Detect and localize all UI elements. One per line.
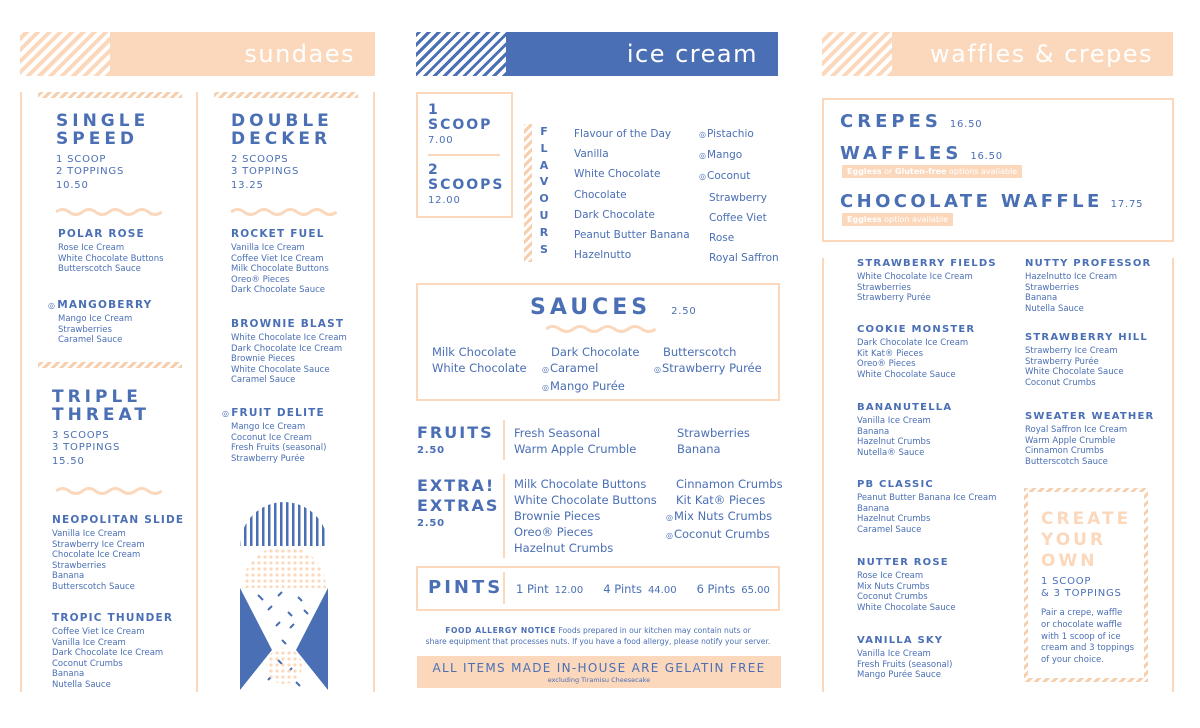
triple-price: 15.50 — [52, 456, 85, 467]
sundaes-header — [20, 32, 375, 76]
mangoberry — [48, 299, 152, 346]
fruit-item: Banana — [677, 442, 721, 456]
ingredient: White Chocolate Buttons — [58, 253, 164, 264]
allergy-text: share equipment that processes nuts. If you have a food allergy, please notify your server. — [425, 636, 771, 646]
flavour-item: White Chocolate — [574, 168, 661, 181]
item-title: VANILLA SKY — [857, 635, 944, 646]
choc-waffle-row — [840, 193, 1143, 211]
cyo-scoop: 1 SCOOP — [1041, 576, 1092, 587]
item-title: NUTTY PROFESSOR — [1025, 258, 1152, 269]
double-price: 13.25 — [231, 180, 264, 191]
badge-text: Eggless — [847, 167, 882, 176]
hatch-divider — [214, 92, 358, 98]
ingredient: Vanilla Ice Cream — [231, 243, 305, 253]
pint-price: 65.00 — [741, 585, 770, 596]
cyo-desc: with 1 scoop of ice — [1041, 631, 1121, 642]
ingredient: Hazelnut Crumbs — [857, 437, 931, 448]
item-title: COOKIE MONSTER — [857, 324, 976, 335]
ingredient: Dark Chocolate Ice Cream — [857, 338, 969, 348]
fruits-price: 2.50 — [417, 445, 445, 456]
cyo-desc: Pair a crepe, waffle — [1041, 608, 1123, 618]
pint-label: 6 Pints — [696, 582, 736, 596]
ingredient: Vanilla Ice Cream — [857, 416, 931, 426]
choc-waffle-title: CHOCOLATE WAFFLE — [840, 191, 1103, 212]
ingredient: Strawberry Purée — [1025, 356, 1099, 367]
ingredient: Fresh Fruits (seasonal) — [857, 659, 953, 670]
flavour-item: Vanilla — [574, 148, 609, 161]
flavour-item: Royal Saffron — [709, 252, 779, 265]
flavour-item: Dark Chocolate — [574, 208, 655, 221]
one-scoop-price: 7.00 — [428, 135, 454, 146]
pint-price: 44.00 — [647, 585, 677, 596]
stripe-decoration — [416, 32, 506, 76]
item-title: SWEATER WEATHER — [1025, 411, 1155, 422]
sauce-list-1 — [432, 344, 527, 376]
bananutella — [857, 402, 952, 458]
pint-label: 1 Pint — [516, 582, 549, 596]
ingredient: White Chocolate Ice Cream — [231, 333, 347, 343]
divider — [428, 154, 500, 156]
divider — [503, 474, 505, 558]
crepes-title: CREPES — [840, 111, 942, 132]
ingredient: Hazelnut Crumbs — [857, 514, 931, 525]
ingredient: Mango Ice Cream — [231, 422, 306, 432]
tropic-thunder — [52, 612, 173, 691]
item-title: STRAWBERRY FIELDS — [857, 258, 997, 269]
ingredient: Coconut Crumbs — [1025, 377, 1096, 388]
ingredient: Coffee Viet Ice Cream — [231, 253, 324, 264]
ingredient: White Chocolate Sauce — [231, 364, 330, 375]
sauces-price: 2.50 — [671, 306, 697, 317]
cyo-title-3: OWN — [1041, 551, 1098, 571]
ingredient: Banana — [857, 426, 890, 437]
ingredient: Butterscotch Sauce — [1025, 456, 1108, 467]
ingredient: Banana — [1025, 293, 1058, 304]
double-toppings: 3 TOPPINGS — [231, 166, 300, 177]
pints-title: PINTS — [428, 577, 504, 598]
two-scoops — [428, 163, 505, 207]
fruit-list-1 — [514, 425, 636, 457]
extras-list-2 — [666, 476, 783, 544]
fruit-item: Warm Apple Crumble — [514, 442, 637, 456]
sauces-heading — [530, 296, 697, 320]
ingredient: Coffee Viet Ice Cream — [52, 627, 145, 637]
item-title: STRAWBERRY HILL — [1025, 332, 1148, 343]
extra-item: ◎ Mix Nuts Crumbs — [666, 508, 783, 526]
flavour-list-2 — [699, 124, 779, 268]
extra-item: Cinnamon Crumbs — [676, 477, 783, 491]
nutty-professor — [1025, 258, 1151, 314]
vanilla-sky — [857, 635, 952, 681]
fruits-title: FRUITS — [417, 423, 494, 442]
ingredient: Nutella Sauce — [52, 679, 111, 690]
sauce-list-3 — [654, 344, 762, 378]
extra-item: Kit Kat® Pieces — [676, 493, 766, 507]
waffles-title: waffles & crepes — [892, 32, 1173, 76]
divider — [503, 420, 505, 460]
flavours-letter: V — [539, 175, 551, 189]
item-title: TROPIC THUNDER — [52, 612, 174, 624]
ingredient: Butterscotch Sauce — [58, 264, 141, 275]
ingredient: Dark Chocolate Sauce — [231, 285, 325, 296]
double-scoops: 2 SCOOPS — [231, 154, 289, 165]
ingredient: Peanut Butter Banana Ice Cream — [857, 493, 997, 503]
divider — [822, 258, 824, 692]
ingredient: Strawberries — [857, 282, 911, 293]
two-scoops-price: 12.00 — [428, 195, 461, 206]
ingredient: Vanilla Ice Cream — [52, 529, 126, 539]
flavour-item: Flavour of the Day — [574, 128, 672, 140]
flavour-item: Chocolate — [574, 188, 627, 201]
ingredient: Strawberry Purée — [231, 453, 305, 464]
wave-divider — [56, 207, 162, 217]
wave-divider — [231, 207, 337, 217]
ingredient: Strawberries — [58, 324, 112, 335]
cyo-title-2: YOUR — [1041, 530, 1107, 550]
create-your-own — [1041, 509, 1134, 667]
sauce-item: White Chocolate — [432, 361, 527, 375]
extra-item: White Chocolate Buttons — [514, 493, 657, 507]
extra-item: Oreo® Pieces — [514, 525, 594, 539]
gelatin-banner — [417, 656, 781, 688]
banner-text: ALL ITEMS MADE IN-HOUSE ARE GELATIN FREE — [432, 661, 766, 675]
cyo-desc: or chocolate waffle — [1041, 619, 1122, 630]
extras-list-1 — [514, 476, 657, 556]
one-scoop — [428, 103, 492, 147]
sauce-item: ◎ Caramel — [542, 360, 640, 378]
single-scoops: 1 SCOOP — [56, 154, 107, 165]
polar-rose — [58, 228, 164, 275]
wave-divider — [56, 486, 162, 496]
extras-title-2: EXTRAS — [417, 496, 500, 515]
two-scoops-num: 2 — [428, 162, 440, 178]
ingredient: Coconut Crumbs — [52, 658, 123, 669]
flavour-item: ◎ Coconut — [699, 166, 779, 187]
sundae-illustration — [238, 500, 330, 690]
ingredient: Brownie Pieces — [231, 354, 295, 365]
sauce-item: Milk Chocolate — [432, 345, 517, 359]
ingredient: Chocolate Ice Cream — [52, 550, 141, 561]
ingredient: Banana — [52, 669, 85, 680]
rocket-fuel — [231, 228, 329, 296]
ingredient: Coconut Crumbs — [857, 592, 928, 603]
hatch-divider — [38, 362, 182, 368]
ingredient: Royal Saffron Ice Cream — [1025, 425, 1128, 435]
ingredient: Oreo® Pieces — [231, 274, 290, 285]
triple-scoops: 3 SCOOPS — [52, 430, 110, 441]
banner-subtext: excluding Tiramisu Cheesecake — [547, 676, 651, 684]
extra-item: Hazelnut Crumbs — [514, 541, 614, 555]
double-title-2: DECKER — [231, 129, 332, 149]
divider — [1172, 258, 1174, 692]
ingredient: Coconut Ice Cream — [231, 432, 312, 443]
ingredient: Banana — [857, 503, 890, 514]
strawberry-hill — [1025, 332, 1148, 388]
single-toppings: 2 TOPPINGS — [56, 166, 125, 177]
two-scoops-label: SCOOPS — [428, 177, 505, 193]
crepes-price: 16.50 — [949, 119, 983, 130]
flavours-letter: L — [540, 141, 550, 155]
waffles-title: WAFFLES — [840, 143, 963, 164]
item-title: ◎ FRUIT DELITE — [222, 407, 326, 419]
sweater-weather — [1025, 411, 1154, 467]
single-title-2: SPEED — [56, 129, 139, 149]
badge-text: Eggless — [847, 215, 882, 224]
waffles-header — [822, 32, 1173, 76]
ingredient: Dark Chocolate Ice Cream — [52, 648, 164, 659]
strawberry-fields — [857, 258, 997, 304]
flavours-letter: O — [539, 192, 551, 206]
triple-title-1: TRIPLE — [52, 387, 142, 407]
waffles-price: 16.50 — [970, 151, 1003, 162]
flavour-item: ◎ Pistachio — [699, 124, 779, 145]
extras-heading — [417, 477, 499, 530]
one-scoop-num: 1 — [428, 102, 440, 118]
cyo-toppings: & 3 TOPPINGS — [1041, 588, 1122, 599]
ingredient: Banana — [52, 571, 85, 582]
item-title: PB CLASSIC — [857, 479, 934, 490]
ingredient: Strawberry Ice Cream — [52, 539, 145, 550]
ingredient: Rose Ice Cream — [857, 571, 924, 581]
neopolitan-slide — [52, 514, 184, 593]
ingredient: Nutella Sauce — [1025, 303, 1084, 314]
triple-threat — [52, 388, 150, 468]
badge-text: Gluten-free — [894, 167, 947, 176]
icecream-header — [416, 32, 778, 76]
flavour-item: Peanut Butter Banana — [574, 229, 690, 242]
ingredient: Milk Chocolate Buttons — [231, 264, 329, 275]
extras-title-1: EXTRA! — [417, 476, 496, 495]
cookie-monster — [857, 324, 975, 380]
flavours-letter: S — [540, 242, 550, 256]
ingredient: Warm Apple Crumble — [1025, 435, 1116, 446]
ingredient: Kit Kat® Pieces — [857, 348, 923, 359]
extra-item: Brownie Pieces — [514, 509, 601, 523]
fruit-list-2 — [677, 425, 750, 457]
item-title: NUTTER ROSE — [857, 557, 949, 568]
fruit-item: Strawberries — [677, 426, 750, 440]
wave-divider — [546, 324, 656, 334]
allergy-title: FOOD ALLERGY NOTICE — [445, 626, 557, 635]
item-title: BROWNIE BLAST — [231, 318, 345, 330]
divider — [373, 92, 375, 692]
flavours-letter: U — [539, 208, 551, 222]
ingredient: Strawberries — [1025, 282, 1079, 293]
hatch-divider — [38, 92, 182, 98]
cyo-desc: of your choice. — [1041, 655, 1104, 666]
fruits-heading — [417, 424, 494, 457]
ingredient: Oreo® Pieces — [857, 359, 916, 370]
ingredient: Nutella® Sauce — [857, 447, 925, 458]
divider — [503, 572, 505, 604]
icecream-title: ice cream — [506, 32, 778, 76]
allergy-notice — [416, 626, 780, 647]
extra-item: Milk Chocolate Buttons — [514, 477, 647, 491]
divider — [20, 92, 22, 692]
item-title: BANANUTELLA — [857, 402, 953, 413]
choc-waffle-price: 17.75 — [1110, 199, 1144, 210]
item-title: NEOPOLITAN SLIDE — [52, 514, 185, 526]
sauce-item: Butterscotch — [663, 345, 737, 359]
pint-label: 4 Pints — [603, 582, 642, 596]
ingredient: Butterscotch Sauce — [52, 581, 135, 592]
divider — [196, 92, 198, 692]
sauces-title: SAUCES — [530, 295, 652, 320]
sundaes-title: sundaes — [110, 32, 375, 76]
stripe-decoration — [822, 32, 892, 76]
fruit-item: Fresh Seasonal — [514, 426, 601, 440]
ingredient: White Chocolate Sauce — [857, 602, 956, 613]
sauce-list-2 — [542, 344, 640, 396]
single-price: 10.50 — [56, 180, 89, 191]
fruit-delite — [222, 407, 326, 464]
ingredient: Strawberry Ice Cream — [1025, 346, 1118, 356]
allergy-text: Foods prepared in our kitchen may contain nuts or — [558, 626, 751, 635]
ingredient: White Chocolate Ice Cream — [857, 272, 973, 282]
ingredient: Dark Chocolate Ice Cream — [231, 343, 343, 354]
ingredient: Cinnamon Crumbs — [1025, 446, 1104, 457]
pb-classic — [857, 479, 996, 535]
one-scoop-label: SCOOP — [428, 117, 493, 133]
double-title-1: DOUBLE — [231, 111, 333, 131]
item-title: ◎ MANGOBERRY — [48, 299, 152, 311]
stripe-decoration — [20, 32, 110, 76]
flavour-item: ◎ Mango — [699, 145, 779, 166]
ingredient: Caramel Sauce — [231, 375, 296, 386]
flavour-item: Hazelnutto — [574, 249, 632, 262]
ingredient: Mango Purée Sauce — [857, 670, 941, 681]
sauce-item: ◎ Mango Purée — [542, 378, 640, 396]
cyo-desc: cream and 3 toppings — [1041, 643, 1135, 654]
ingredient: Strawberry Purée — [857, 293, 931, 304]
flavour-item: Coffee Viet — [709, 211, 767, 224]
waffles-options-badge — [842, 165, 1022, 178]
ingredient: Mix Nuts Crumbs — [857, 581, 930, 592]
ingredient: White Chocolate Sauce — [1025, 367, 1124, 378]
triple-title-2: THREAT — [52, 405, 150, 425]
ingredient: Vanilla Ice Cream — [52, 637, 126, 648]
brownie-blast — [231, 318, 347, 386]
flavours-label — [539, 124, 551, 258]
extra-item: ◎ Coconut Crumbs — [666, 526, 783, 544]
flavours-letter: A — [539, 158, 551, 172]
extras-price: 2.50 — [417, 518, 445, 529]
ingredient: Vanilla Ice Cream — [857, 649, 931, 659]
double-decker — [231, 112, 333, 192]
sauce-item: ◎ Strawberry Purée — [654, 360, 762, 378]
badge-text: option available — [881, 215, 949, 224]
flavours-letter: R — [539, 225, 551, 239]
pint-price: 12.00 — [554, 585, 584, 596]
ingredient: White Chocolate Sauce — [857, 369, 956, 380]
hatch-divider — [524, 124, 532, 262]
choc-options-badge — [842, 213, 953, 226]
waffles-row — [840, 145, 1003, 163]
crepes-row — [840, 113, 982, 131]
single-title-1: SINGLE — [56, 111, 150, 131]
ingredient: Strawberries — [52, 560, 106, 571]
item-title: ROCKET FUEL — [231, 228, 325, 240]
sauce-item: Dark Chocolate — [551, 345, 640, 359]
ingredient: Rose Ice Cream — [58, 243, 125, 253]
cyo-title-1: CREATE — [1041, 509, 1132, 529]
item-title: POLAR ROSE — [58, 228, 145, 240]
flavour-list-1 — [574, 124, 690, 265]
flavour-item: Rose — [709, 232, 735, 245]
badge-text: or — [881, 167, 895, 176]
ingredient: Caramel Sauce — [857, 524, 922, 535]
flavours-letter: F — [540, 125, 550, 138]
ingredient: Caramel Sauce — [58, 335, 123, 346]
badge-text: options available — [946, 167, 1018, 176]
single-speed — [56, 112, 149, 192]
ingredient: Fresh Fruits (seasonal) — [231, 443, 327, 454]
nutter-rose — [857, 557, 956, 613]
ingredient: Hazelnutto Ice Cream — [1025, 272, 1118, 282]
flavour-item: Strawberry — [709, 191, 767, 204]
pints-prices — [516, 582, 770, 596]
triple-toppings: 3 TOPPINGS — [52, 442, 121, 453]
ingredient: Mango Ice Cream — [58, 314, 133, 324]
